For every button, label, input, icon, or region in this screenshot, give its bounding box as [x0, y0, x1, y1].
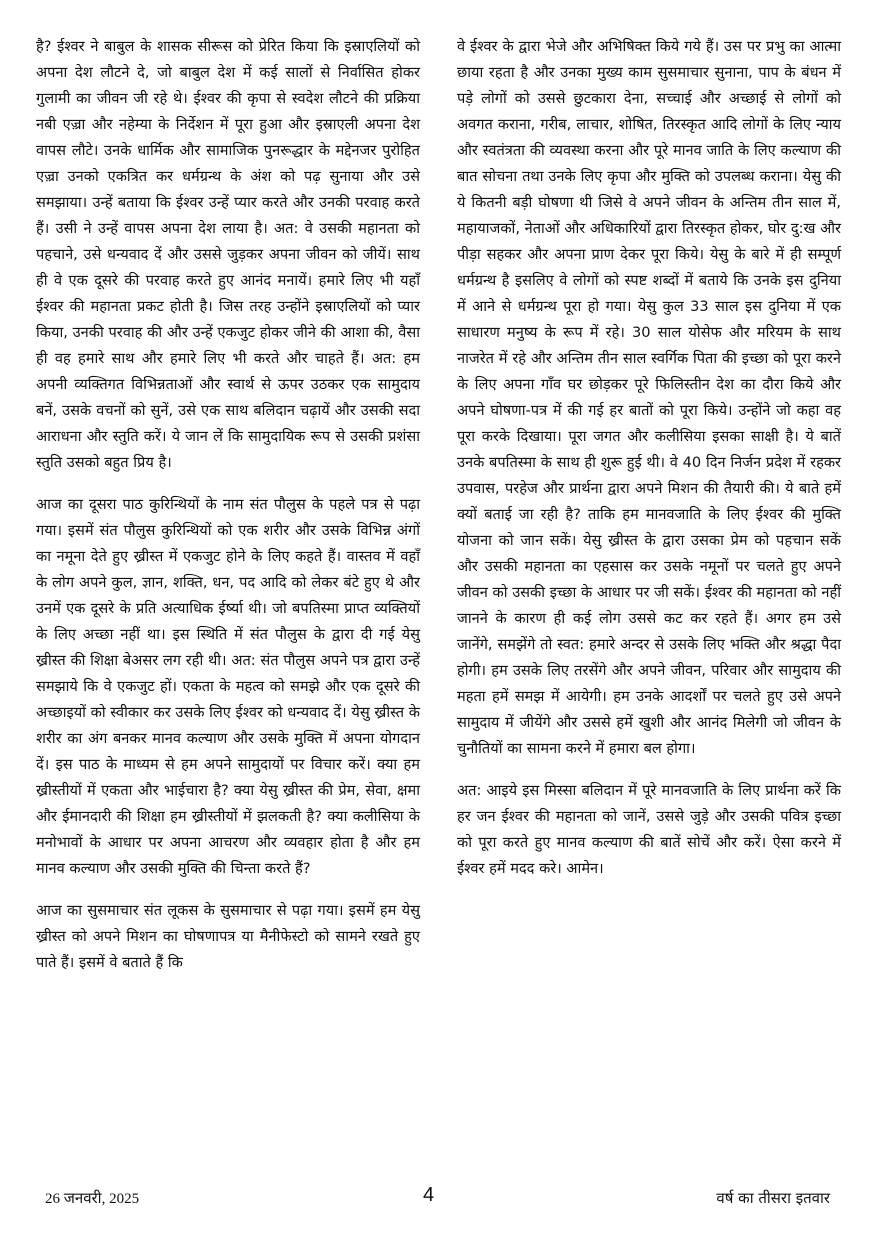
paragraph-second-reading-commentary: आज का दूसरा पाठ कुरिन्थियों के नाम संत पौलुस के पहले पत्र से पढ़ा गया। इसमें संत पौलुस कुरिन्थियों को एक शरीर और उसके विभिन्न अंगों का नमूना देते हुए ख्रीस्त में एकजुट होने के लिए कहते हैं। वास्तव में वहाँ के लोग अपने कुल, ज्ञान, शक्ति, धन, पद आदि को लेकर बंटे हुए थे और उनमें एक दूसरे के प्रति अत्याधिक ईर्ष्या थी। जो बपतिस्मा प्राप्त व्यक्तियों के लिए अच्छा नहीं था। इस स्थिति में संत पौलुस के द्वारा दी गई येसु ख्रीस्त की शिक्षा बेअसर लग रही थी। अत: संत पौलुस अपने पत्र द्वारा उन्हें समझाये कि वे एकजुट हों। एकता के महत्व को समझे और एक दूसरे की अच्छाइयों को स्वीकार कर उसके लिए ईश्वर को धन्यवाद दें। येसु ख्रीस्त के शरीर का अंग बनकर मानव कल्याण और उसके मुक्ति में अपना योगदान दें। इस पाठ के माध्यम से हम अपने सामुदायों पर विचार करें। क्या हम ख्रीस्तीयों में एकता और भाईचारा है? क्या येसु ख्रीस्त की प्रेम, सेवा, क्षमा और ईमानदारी की शिक्षा हम ख्रीस्तीयों में झलकती है? क्या कलीसिया के मनोभावों के आधार पर अपना आचरण और व्यवहार होता है और हम मानव कल्याण और उसकी मुक्ति की चिन्ता करते हैं?: [36, 496, 420, 877]
footer-title: वर्ष का तीसरा इतवार: [716, 1189, 830, 1207]
footer-date: 26 जनवरी, 2025: [45, 1191, 140, 1207]
paragraph-closing-prayer: अत: आइये इस मिस्सा बलिदान में पूरे मानवजाति के लिए प्रार्थना करें कि हर जन ईश्वर की महानता को जानें, उससे जुड़े और उसकी पवित्र इच्छा को पूरा करते हुए मानव कल्याण की बातें सोचें और करें। ऐसा करने में ईश्वर हमें मदद करे। आमेन।: [457, 782, 841, 877]
paragraph-gospel-intro: आज का सुसमाचार संत लूकस के सुसमाचार से पढ़ा गया। इसमें हम येसु ख्रीस्त को अपने मिशन का घोषणापत्र या मैनीफेस्टो को सामने रखते हुए पाते हैं। इसमें वे बताते हैं कि: [36, 902, 420, 971]
paragraph-first-reading-commentary: है? ईश्वर ने बाबुल के शासक सीरूस को प्रेरित किया कि इस्राएलियों को अपना देश लौटने दे, जो बाबुल देश में कई सालों से निर्वासित होकर गुलामी का जीवन जी रहे थे। ईश्वर की कृपा से स्वदेश लौटने की प्रक्रिया नबी एज़्रा और नहेम्या के निर्देशन में पूरा हुआ और इस्राएली अपना देश वापस लौटे। उनके धार्मिक और सामाजिक पुनरूद्धार के मद्देनजर पुरोहित एज़्रा उनको एकत्रित कर धर्मग्रन्थ के अंश को पढ़ सुनाया और उसे समझाया। उन्हें बताया कि ईश्वर उन्हें प्यार करते और उनकी परवाह करते हैं। उसी ने उन्हें वापस अपना देश लाया है। अत: वे उसकी महानता को पहचाने, उसे धन्यवाद दें और उससे जुड़कर अपना जीवन को जीयें। साथ ही वे एक दूसरे की परवाह करते हुए आनंद मनायें। हमारे लिए भी यहाँ ईश्वर की महानता प्रकट होती है। जिस तरह उन्होंने इस्राएलियों को प्यार किया, उनकी परवाह की और उन्हें एकजुट होकर जीने की आशा की, वैसा ही वह हमारे साथ और हमारे लिए भी करते और चाहते हैं। अत: हम अपनी व्यक्तिगत विभिन्नताओं और स्वार्थ से ऊपर उठकर एक सामुदाय बनें, उसके वचनों को सुनें, उसे एक साथ बलिदान चढ़ायें और उसकी सदा आराधना और स्तुति करें। ये जान लें कि सामुदायिक रूप से उसकी प्रशंसा स्तुति उसको बहुत प्रिय है।: [36, 38, 420, 471]
paragraph-gospel-commentary: वे ईश्वर के द्वारा भेजे और अभिषिक्त किये गये हैं। उस पर प्रभु का आत्मा छाया रहता है और उनका मुख्य काम सुसमाचार सुनाना, पाप के बंधन में पड़े लोगों को उससे छुटकारा देना, सच्चाई और अच्छाई से लोगों को अवगत कराना, गरीब, लाचार, शोषित, तिरस्कृत आदि लोगों के लिए न्याय और स्वतंत्रता की व्यवस्था करना और पूरे मानव जाति के लिए कल्याण की बात सोचना तथा उनके लिए कृपा और मुक्ति को उपलब्ध कराना। येसु की ये कितनी बड़ी घोषणा थी जिसे वे अपने जीवन के अन्तिम तीन साल में, महायाजकों, नेताओं और अधिकारियों द्वारा तिरस्कृत होकर, घोर दु:ख और पीड़ा सहकर और अपना प्राण देकर पूरा किये। येसु के बारे में ही सम्पूर्ण धर्मग्रन्थ है इसलिए वे लोगों को स्पष्ट शब्दों में बताये कि उनके इस दुनिया में आने से धर्मग्रन्थ पूरा हो गया। येसु कुल 33 साल इस दुनिया में एक साधारण मनुष्य के रूप में रहे। 30 साल योसेफ और मरियम के साथ नाजरेत में रहे और अन्तिम तीन साल स्वर्गिक पिता की इच्छा को पूरा करने के लिए अपना गाँव घर छोड़कर पूरे फिलिस्तीन देश का दौरा किये और अपने घोषणा-पत्र में की गई हर बातों को पूरा किये। उन्होंने जो कहा वह पूरा करके दिखाया। पूरा जगत और कलीसिया इसका साक्षी है। ये बातें उनके बपतिस्मा के साथ ही शुरू हुई थी। वे 40 दिन निर्जन प्रदेश में रहकर उपवास, परहेज और प्रार्थना द्वारा अपने मिशन की तैयारी की। ये बाते हमें क्यों बताई जा रही है? ताकि हम मानवजाति के लिए ईश्वर की मुक्ति योजना को जान सकें। येसु ख्रीस्त के द्वारा उसका प्रेम को पहचान सकें और उसकी महानता का एहसास कर उसके नमूनों पर चलते हुए अपने जीवन को उसकी इच्छा के आधार पर जी सकें। ईश्वर की महानता को नहीं जानने के कारण ही कई लोग उससे कट कर रहते हैं। अगर हम उसे जानेंगे, समझेंगे तो स्वत: हमारे अन्दर से उसके लिए भक्ति और श्रद्धा पैदा होगी। हम उसके लिए तरसेंगे और अपने जीवन, परिवार और सामुदाय की महता हमें समझ में आयेगी। हम उनके आदर्शों पर चलते हुए उसे अपने सामुदाय में जीयेंगे और उससे हमें खुशी और आनंद मिलेगी जो जीवन के चुनौतियों का सामना करने में हमारा बल होगा।: [457, 38, 842, 757]
left-column: [36, 34, 420, 992]
page-number: 4: [423, 1184, 435, 1206]
right-column: [457, 34, 841, 898]
